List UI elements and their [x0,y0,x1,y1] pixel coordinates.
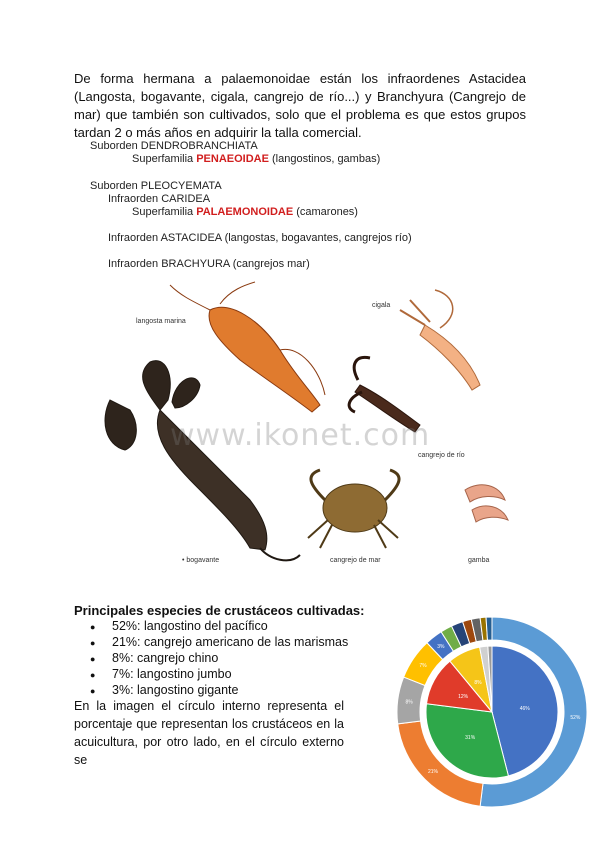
inner-ring-slice-label: 31% [465,734,476,741]
infraorden-caridea: Infraorden CARIDEA [108,193,211,205]
outer-ring-slice-label: 7% [419,663,427,670]
label-cangrejo-rio: cangrejo de río [418,452,465,459]
superfamilia-penaeoidae [132,153,380,165]
list-item: ● 52%: langostino del pacífico [74,618,348,634]
penaeoidae-name: PENAEOIDAE [196,153,269,165]
outer-ring-slice-label: 8% [405,699,413,706]
penaeoidae-desc: (langostinos, gambas) [272,153,381,165]
outer-ring-slice-label: 21% [427,769,438,776]
inner-ring-slice-label: 46% [519,705,530,712]
outer-ring-slice [486,617,492,640]
superfamilia-label: Superfamilia [132,206,197,218]
label-bogavante: • bogavante [182,557,220,564]
label-cigala: cigala [372,302,391,309]
inner-ring-slice-label: 8% [474,680,482,687]
infraorden-brachyura: Infraorden BRACHYURA (cangrejos mar) [108,258,310,270]
shrimp-illustration [465,485,508,522]
inner-ring-slice-label: 12% [458,694,469,701]
crab-illustration [308,470,399,548]
list-item: ● 7%: langostino jumbo [74,666,348,682]
label-gamba: gamba [468,557,490,564]
suborden-pleocyemata: Suborden PLEOCYEMATA [90,180,222,192]
list-item: ● 3%: langostino gigante [74,682,348,698]
intro-paragraph: De forma hermana a palaemonoidae están los infraordenes Astacidea (Langosta, bogavante, cigala, cangrejo de río...) y Branchyura (Cangrejo de mar) que también son cultivados, solo que el problema es que estos grupos tardan 2 o más años en adquirir la talla comercial. [74,71,526,140]
suborden-dendrobranchiata: Suborden DENDROBRANCHIATA [90,140,258,152]
closing-paragraph: En la imagen el círculo interno representa el porcentaje que representan los crustáceos en la acuicultura, por otro lado, en el círculo externo se [74,699,344,767]
crustacean-donut-chart [360,600,590,810]
label-cangrejo-mar: cangrejo de mar [330,557,381,564]
cigala-illustration [400,290,480,390]
species-list [74,618,348,698]
label-langosta-marina: langosta marina [136,318,186,325]
palaemonoidae-name: PALAEMONOIDAE [196,206,294,218]
outer-ring-slice-label: 3% [437,644,445,651]
european-lobster-illustration [105,361,300,561]
palaemonoidae-desc: (camarones) [296,206,358,218]
list-item: ● 21%: cangrejo americano de las marismas [74,634,348,650]
list-item: ● 8%: cangrejo chino [74,650,348,666]
infraorden-astacidea: Infraorden ASTACIDEA (langostas, bogavantes, cangrejos río) [108,232,412,244]
outer-ring-slice-label: 52% [570,715,581,722]
species-title: Principales especies de crustáceos cultivadas: [74,603,365,618]
watermark: www.ikonet.com [170,418,431,453]
superfamilia-label: Superfamilia [132,153,197,165]
superfamilia-palaemonoidae [132,206,358,218]
